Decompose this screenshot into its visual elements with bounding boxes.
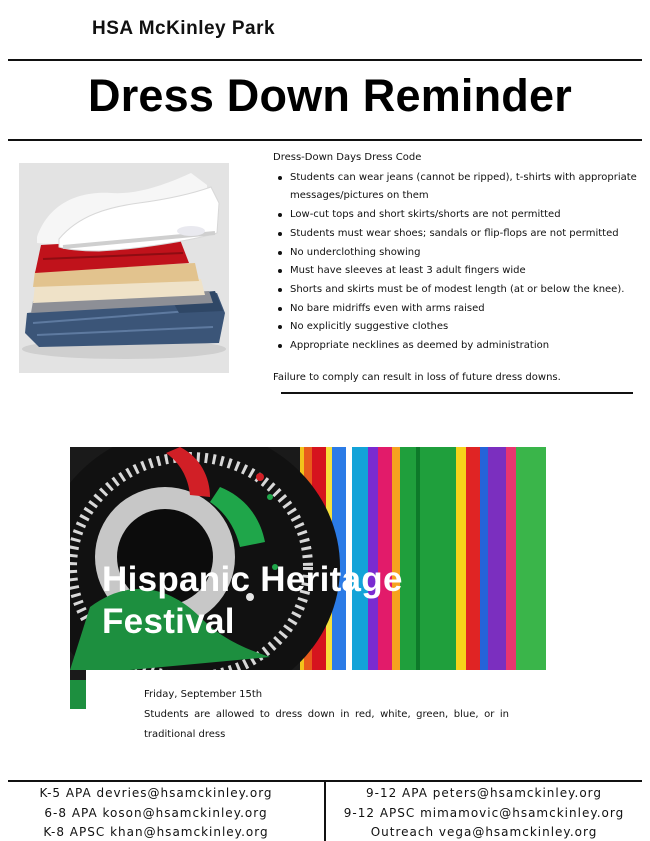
clothes-photo: [19, 163, 229, 373]
festival-title: [102, 559, 403, 643]
footer-column-divider: [324, 781, 326, 841]
contact-line: Outreach vega@hsamckinley.org: [370, 825, 598, 839]
festival-title-line-1: Hispanic Heritage: [102, 560, 403, 599]
festival-info: [144, 685, 509, 745]
top-divider: [8, 59, 642, 61]
festival-date: Friday, September 15th: [144, 689, 263, 700]
contacts-left: [6, 784, 306, 841]
dress-code-rule: No explicitly suggestive clothes: [273, 318, 638, 337]
dress-code-rule: Shorts and skirts must be of modest length (at or below the knee).: [273, 281, 638, 300]
dress-code-rule: Students must wear shoes; sandals or flip-flops are not permitted: [273, 225, 638, 244]
festival-side-strip-graphic: [70, 670, 86, 709]
contacts-right: [334, 784, 634, 841]
festival-side-strip: [70, 670, 86, 709]
contact-line: 9-12 APA peters@hsamckinley.org: [365, 786, 602, 800]
failure-note: Failure to comply can result in loss of future dress downs.: [273, 372, 561, 383]
contact-line: K-8 APSC khan@hsamckinley.org: [43, 825, 269, 839]
contact-line: K-5 APA devries@hsamckinley.org: [39, 786, 273, 800]
dress-code-list: [273, 169, 638, 356]
page-title: Dress Down Reminder: [88, 70, 572, 121]
contact-line: 9-12 APSC mimamovic@hsamckinley.org: [343, 805, 625, 820]
dress-code-rule: Low-cut tops and short skirts/shorts are not permitted: [273, 206, 638, 225]
dress-code-rule: Must have sleeves at least 3 adult fingers wide: [273, 262, 638, 281]
dress-code-rule: No bare midriffs even with arms raised: [273, 300, 638, 319]
dress-code-section: [273, 149, 638, 356]
headline-divider: [8, 139, 642, 141]
dress-code-title: Dress-Down Days Dress Code: [273, 152, 422, 163]
dress-code-rule: Students can wear jeans (cannot be ripped), t-shirts with appropriate messages/pictures on them: [273, 169, 638, 206]
dress-code-rule: No underclothing showing: [273, 244, 638, 263]
festival-title-line-2: Festival: [102, 602, 235, 641]
org-name: HSA McKinley Park: [92, 18, 276, 39]
clothes-stack-illustration: [19, 163, 229, 373]
festival-description: Students are allowed to dress down in red, white, green, blue, or in traditional dress: [144, 709, 509, 740]
dress-code-divider: [281, 392, 633, 394]
dress-code-rule: Appropriate necklines as deemed by administration: [273, 337, 638, 356]
contact-line: 6-8 APA koson@hsamckinley.org: [44, 805, 268, 820]
